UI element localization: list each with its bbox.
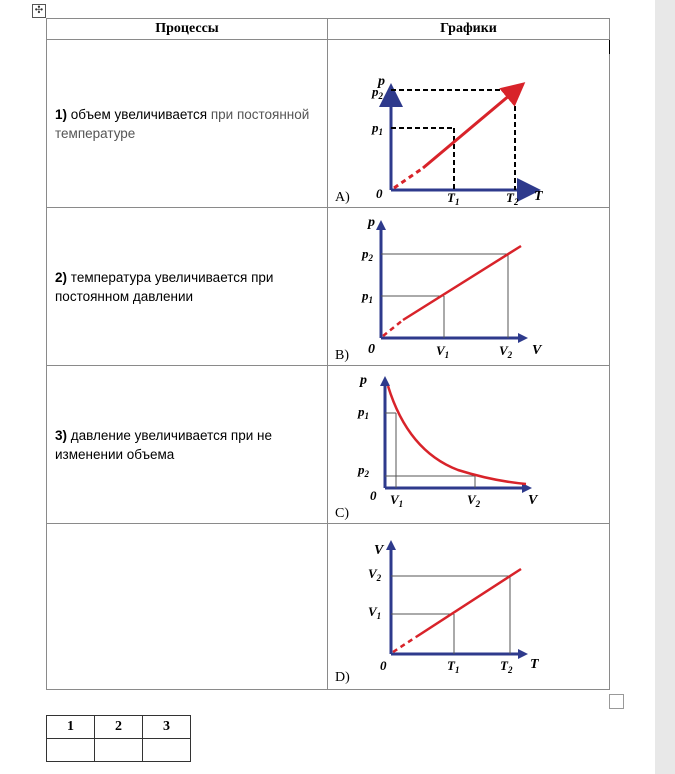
table-header-row <box>47 19 610 40</box>
origin-label: 0 <box>368 342 375 357</box>
svg-text:p2: $p_2$ <box>358 462 369 479</box>
svg-text:p1: $p_1$ <box>372 120 383 137</box>
extrapolation-line <box>383 320 403 336</box>
graph-d <box>328 524 609 690</box>
process-cell-4[interactable] <box>47 524 328 690</box>
process-number: 1) <box>55 106 68 122</box>
graph-c <box>328 366 609 524</box>
process-cell-1[interactable] <box>47 40 328 208</box>
table-resize-handle[interactable] <box>609 694 624 709</box>
process-cell-3[interactable] <box>47 366 328 524</box>
svg-text:V2: $V_2$ <box>499 343 513 360</box>
answer-header-2: 2 <box>95 716 143 739</box>
graph-cell-b[interactable] <box>328 208 610 366</box>
process-cell-2[interactable] <box>47 208 328 366</box>
matching-table <box>46 18 610 690</box>
answer-header-row <box>47 716 191 739</box>
table-move-handle[interactable]: ✣ <box>32 4 46 18</box>
svg-text:p1: $p_1$ <box>362 288 373 305</box>
graph-letter-b: B) <box>335 348 349 363</box>
graph-letter-a: A) <box>335 190 350 205</box>
answer-header-1: 1 <box>47 716 95 739</box>
graph-cell-a[interactable] <box>328 40 610 208</box>
table-row <box>47 208 610 366</box>
process-text: объем увеличивается <box>70 106 208 122</box>
answer-cell-2[interactable] <box>95 739 143 762</box>
svg-text:p2: $p_2$ <box>372 84 383 101</box>
y-axis-label: V <box>374 543 384 558</box>
header-processes: Процессы <box>47 19 328 40</box>
svg-text:T1: $T_1$ <box>447 190 460 207</box>
x-axis-label: V <box>532 343 542 358</box>
graph-a <box>328 40 609 208</box>
origin-label: 0 <box>370 488 377 503</box>
table-row <box>47 524 610 690</box>
x-axis-label: V <box>528 493 538 508</box>
table-row <box>47 366 610 524</box>
svg-text:p2: $p_2$ <box>362 246 373 263</box>
graph-cell-c[interactable] <box>328 366 610 524</box>
answer-cell-1[interactable] <box>47 739 95 762</box>
process-line <box>416 569 521 637</box>
svg-text:V1: $V_1$ <box>368 604 382 621</box>
text-cursor <box>609 40 610 54</box>
svg-text:p1: $p_1$ <box>358 404 369 421</box>
answer-cell-3[interactable] <box>143 739 191 762</box>
x-axis-label: T <box>530 657 539 672</box>
answer-header-3: 3 <box>143 716 191 739</box>
graph-b <box>328 208 609 366</box>
process-number: 3) <box>55 427 68 443</box>
svg-text:T2: $T_2$ <box>500 658 513 675</box>
process-line <box>403 246 521 320</box>
y-axis-label: p <box>360 373 367 388</box>
graph-cell-d[interactable] <box>328 524 610 690</box>
extrapolation-line <box>394 168 423 188</box>
svg-text:V2: $V_2$ <box>467 492 481 509</box>
origin-label: 0 <box>380 658 387 673</box>
svg-text:V1: $V_1$ <box>390 492 404 509</box>
origin-label: 0 <box>376 186 383 201</box>
answer-input-row <box>47 739 191 762</box>
graph-letter-c: C) <box>335 506 349 521</box>
answer-table <box>46 715 191 762</box>
svg-text:V1: $V_1$ <box>436 343 450 360</box>
process-number: 2) <box>55 269 68 285</box>
svg-text:T2: $T_2$ <box>506 190 519 207</box>
svg-text:T1: $T_1$ <box>447 658 460 675</box>
y-axis-label: p <box>368 215 375 230</box>
header-graphs: Графики <box>328 19 610 40</box>
process-text-gray: при постоянной температуре <box>55 106 310 141</box>
x-axis-label: T <box>534 189 543 204</box>
process-text: температура увеличивается при постоянном давлении <box>55 269 274 304</box>
extrapolation-line <box>393 637 416 652</box>
graph-letter-d: D) <box>335 670 350 685</box>
isotherm-curve <box>388 386 526 484</box>
y-axis-label: p <box>378 74 385 89</box>
process-line <box>423 84 523 168</box>
svg-text:V2: $V_2$ <box>368 566 382 583</box>
process-text: давление увеличивается при не изменении объема <box>55 427 272 462</box>
table-row <box>47 40 610 208</box>
vertical-scrollbar[interactable] <box>655 0 675 774</box>
